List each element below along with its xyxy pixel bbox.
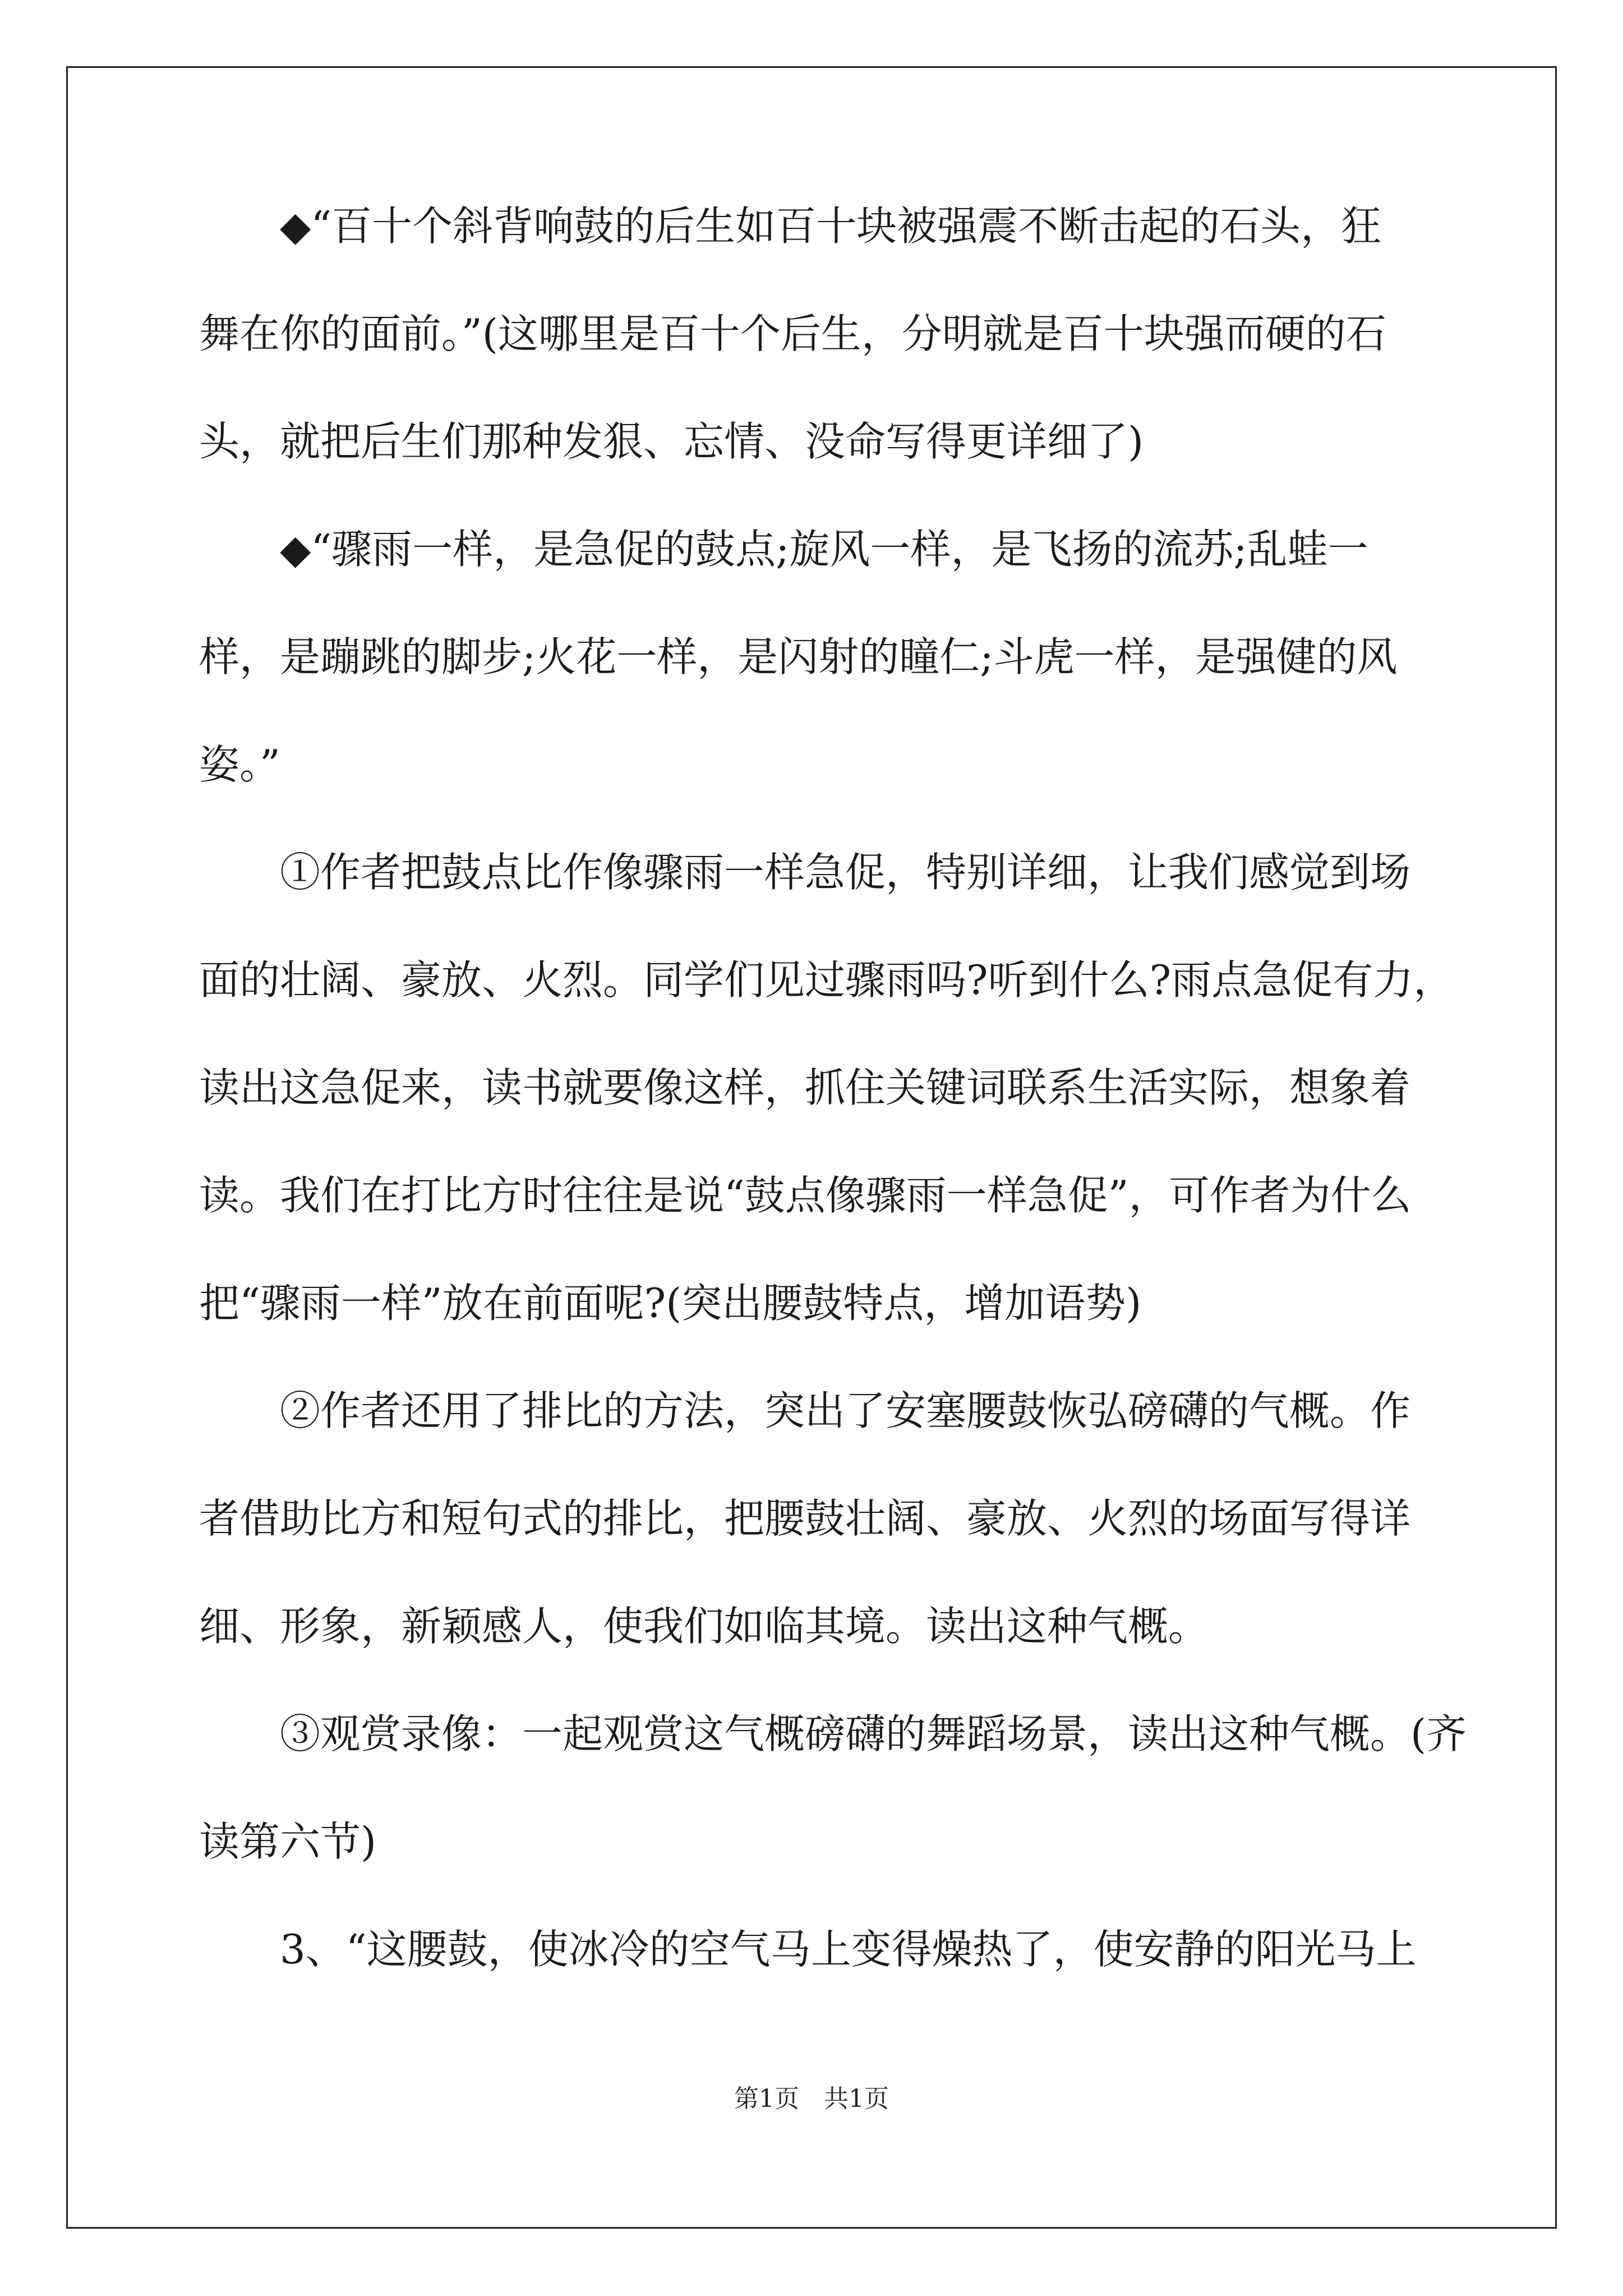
text-line: 3、“这腰鼓，使冰冷的空气马上变得燥热了，使安静的阳光马上 xyxy=(199,1926,1417,1973)
text-line: 姿。” xyxy=(199,741,280,788)
text-line: 细、形象，新颖感人，使我们如临其境。读出这种气概。 xyxy=(199,1603,1209,1650)
text-line: ◆“百十个斜背响鼓的后生如百十块被强震不断击起的石头，狂 xyxy=(199,203,1382,250)
text-line: 舞在你的面前。”(这哪里是百十个后生，分明就是百十块强而硬的石 xyxy=(199,310,1386,357)
page-border xyxy=(66,66,1557,2229)
text-line: 读出这急促来，读书就要像这样，抓住关键词联系生活实际，想象着 xyxy=(199,1064,1411,1111)
text-line: 把“骤雨一样”放在前面呢?(突出腰鼓特点，增加语势) xyxy=(199,1280,1142,1327)
text-line: 头，就把后生们那种发狠、忘情、没命写得更详细了) xyxy=(199,418,1144,465)
text-line: 读第六节) xyxy=(199,1818,377,1865)
text-line: 者借助比方和短句式的排比，把腰鼓壮阔、豪放、火烈的场面写得详 xyxy=(199,1495,1411,1542)
text-line: ②作者还用了排比的方法，突出了安塞腰鼓恢弘磅礴的气概。作 xyxy=(199,1387,1411,1434)
text-line: ◆“骤雨一样，是急促的鼓点;旋风一样，是飞扬的流苏;乱蛙一 xyxy=(199,526,1368,573)
text-line: 读。我们在打比方时往往是说“鼓点像骤雨一样急促”，可作者为什么 xyxy=(199,1172,1412,1219)
text-line: 样，是蹦跳的脚步;火花一样，是闪射的瞳仁;斗虎一样，是强健的风 xyxy=(199,633,1398,680)
text-line: 面的壮阔、豪放、火烈。同学们见过骤雨吗?听到什么?雨点急促有力， xyxy=(199,956,1454,1004)
text-line: ③观赏录像：一起观赏这气概磅礴的舞蹈场景，读出这种气概。(齐 xyxy=(199,1710,1467,1757)
text-line: ①作者把鼓点比作像骤雨一样急促，特别详细，让我们感觉到场 xyxy=(199,849,1411,896)
page-number-footer: 第1页 共1页 xyxy=(734,2085,889,2113)
